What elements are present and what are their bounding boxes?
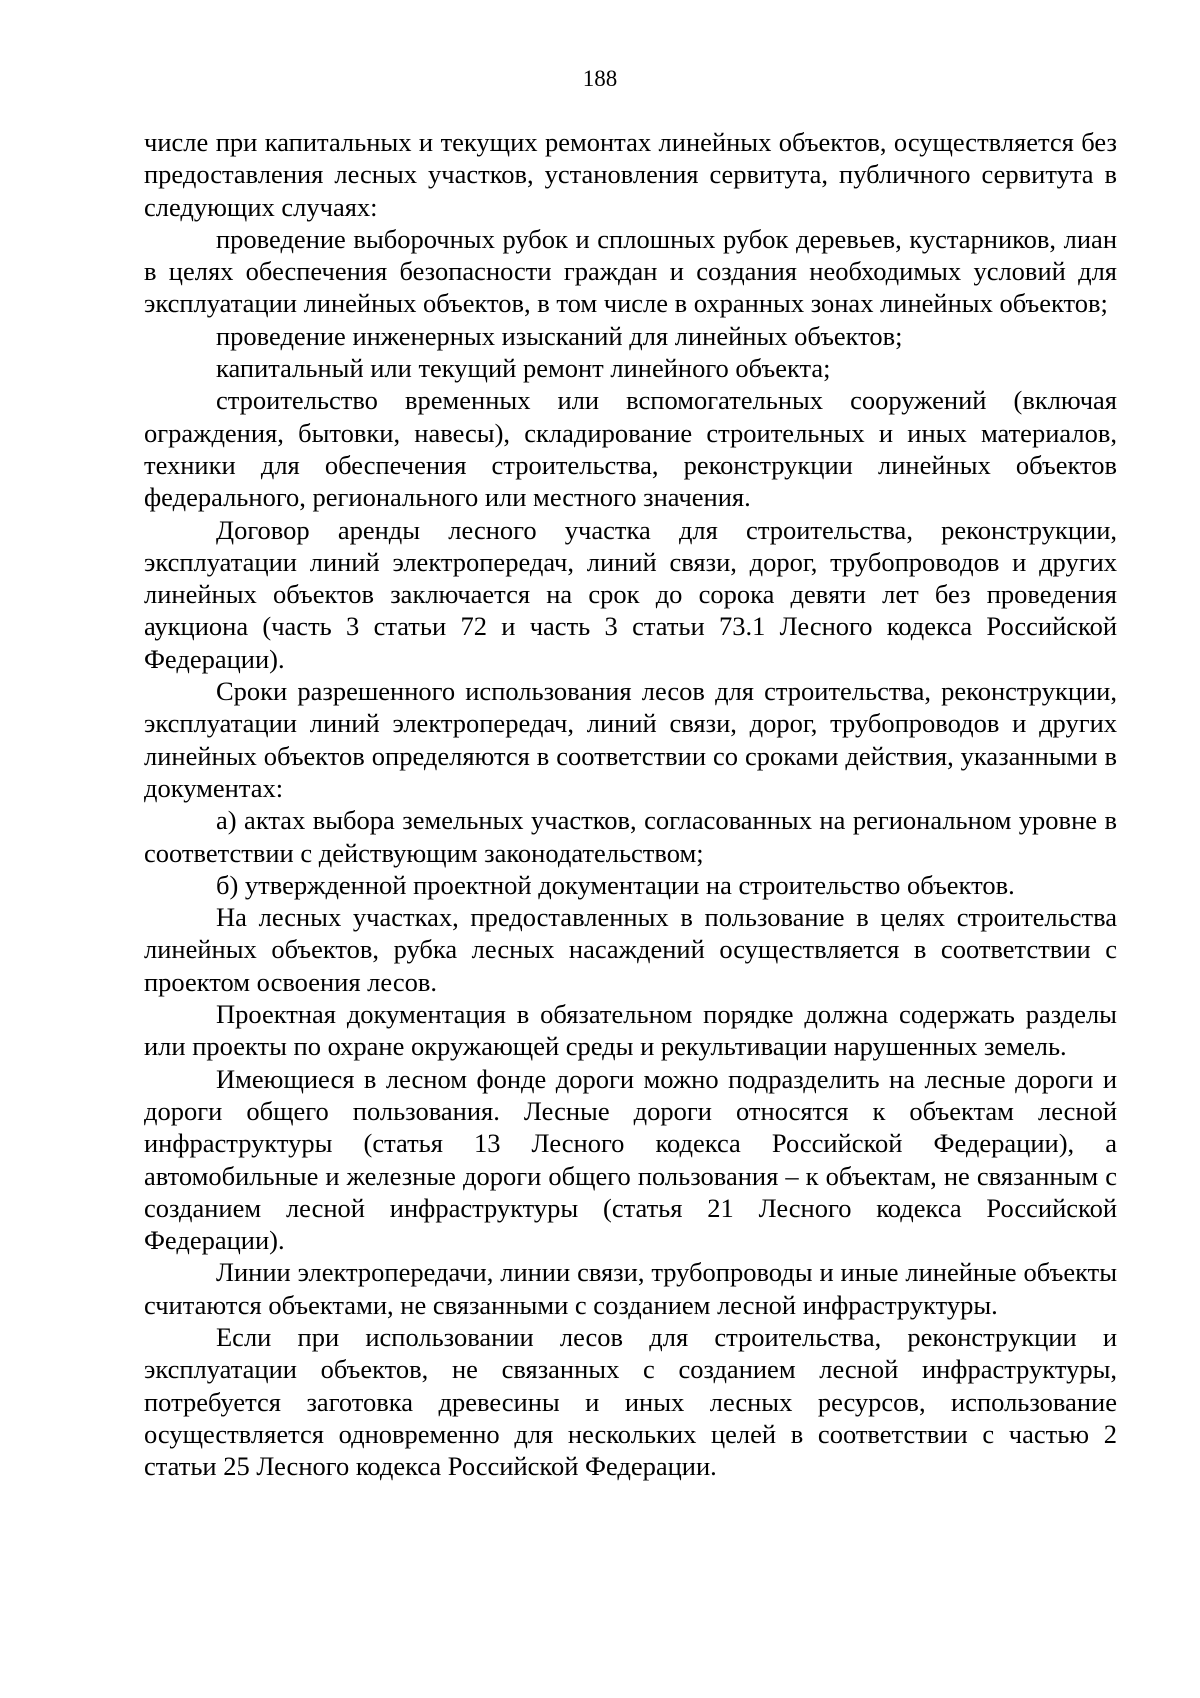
paragraph-timber-harvesting: Если при использовании лесов для строительства, реконструкции и эксплуатации объектов, не связанных с созданием лесной инфраструктуры, потребуется заготовка древесины и иных лесных ресурсов, использование осуществляется одновременно для нескольких целей в соответствии с частью 2 статьи 25 Лесного кодекса Российской Федерации.	[144, 1321, 1117, 1482]
paragraph-roads: Имеющиеся в лесном фонде дороги можно подразделить на лесные дороги и дороги общего пользования. Лесные дороги относятся к объектам лесной инфраструктуры (статья 13 Лесного кодекса Российской Федерации), а автомобильные и железные дороги общего пользования – к объектам, не связанным с созданием лесной инфраструктуры (статья 21 Лесного кодекса Российской Федерации).	[144, 1063, 1117, 1256]
paragraph-engineering-surveys: проведение инженерных изысканий для линейных объектов;	[216, 320, 903, 351]
paragraph-power-lines: Линии электропередачи, линии связи, трубопроводы и иные линейные объекты считаются объектами, не связанными с созданием лесной инфраструктуры.	[144, 1257, 1117, 1320]
paragraph-repair: капитальный или текущий ремонт линейного объекта;	[216, 353, 831, 384]
paragraph-item-a: а) актах выбора земельных участков, согласованных на региональном уровне в соответствии с действующим законодательством;	[144, 805, 1117, 868]
page-number: 188	[582, 66, 618, 91]
paragraph-temporary-structures: строительство временных или вспомогательных сооружений (включая ограждения, бытовки, навесы), складирование строительных и иных материалов, техники для обеспечения строительства, реконструкции линейных объектов федерального, регионального или местного значения.	[144, 385, 1117, 513]
document-body	[144, 126, 1117, 1482]
paragraph-felling-plots: На лесных участках, предоставленных в пользование в целях строительства линейных объектов, рубка лесных насаждений осуществляется в соответствии с проектом освоения лесов.	[144, 902, 1117, 997]
paragraph-selective-felling: проведение выборочных рубок и сплошных рубок деревьев, кустарников, лиан в целях обеспечения безопасности граждан и создания необходимых условий для эксплуатации линейных объектов, в том числе в охранных зонах линейных объектов;	[144, 223, 1117, 319]
paragraph-item-b: б) утвержденной проектной документации на строительство объектов.	[216, 869, 1015, 900]
paragraph-project-documentation: Проектная документация в обязательном порядке должна содержать разделы или проекты по охране окружающей среды и рекультивации нарушенных земель.	[144, 999, 1117, 1062]
paragraph-lease-agreement: Договор аренды лесного участка для строительства, реконструкции, эксплуатации линий электропередач, линий связи, дорог, трубопроводов и других линейных объектов заключается на срок до сорока девяти лет без проведения аукциона (часть 3 статьи 72 и часть 3 статьи 73.1 Лесного кодекса Российской Федерации).	[144, 514, 1117, 674]
paragraph-continuation: числе при капитальных и текущих ремонтах линейных объектов, осуществляется без предоставления лесных участков, установления сервитута, публичного сервитута в следующих случаях:	[144, 127, 1117, 222]
paragraph-usage-terms: Сроки разрешенного использования лесов для строительства, реконструкции, эксплуатации линий электропередач, линий связи, дорог, трубопроводов и других линейных объектов определяются в соответствии со сроками действия, указанными в документах:	[144, 676, 1117, 803]
